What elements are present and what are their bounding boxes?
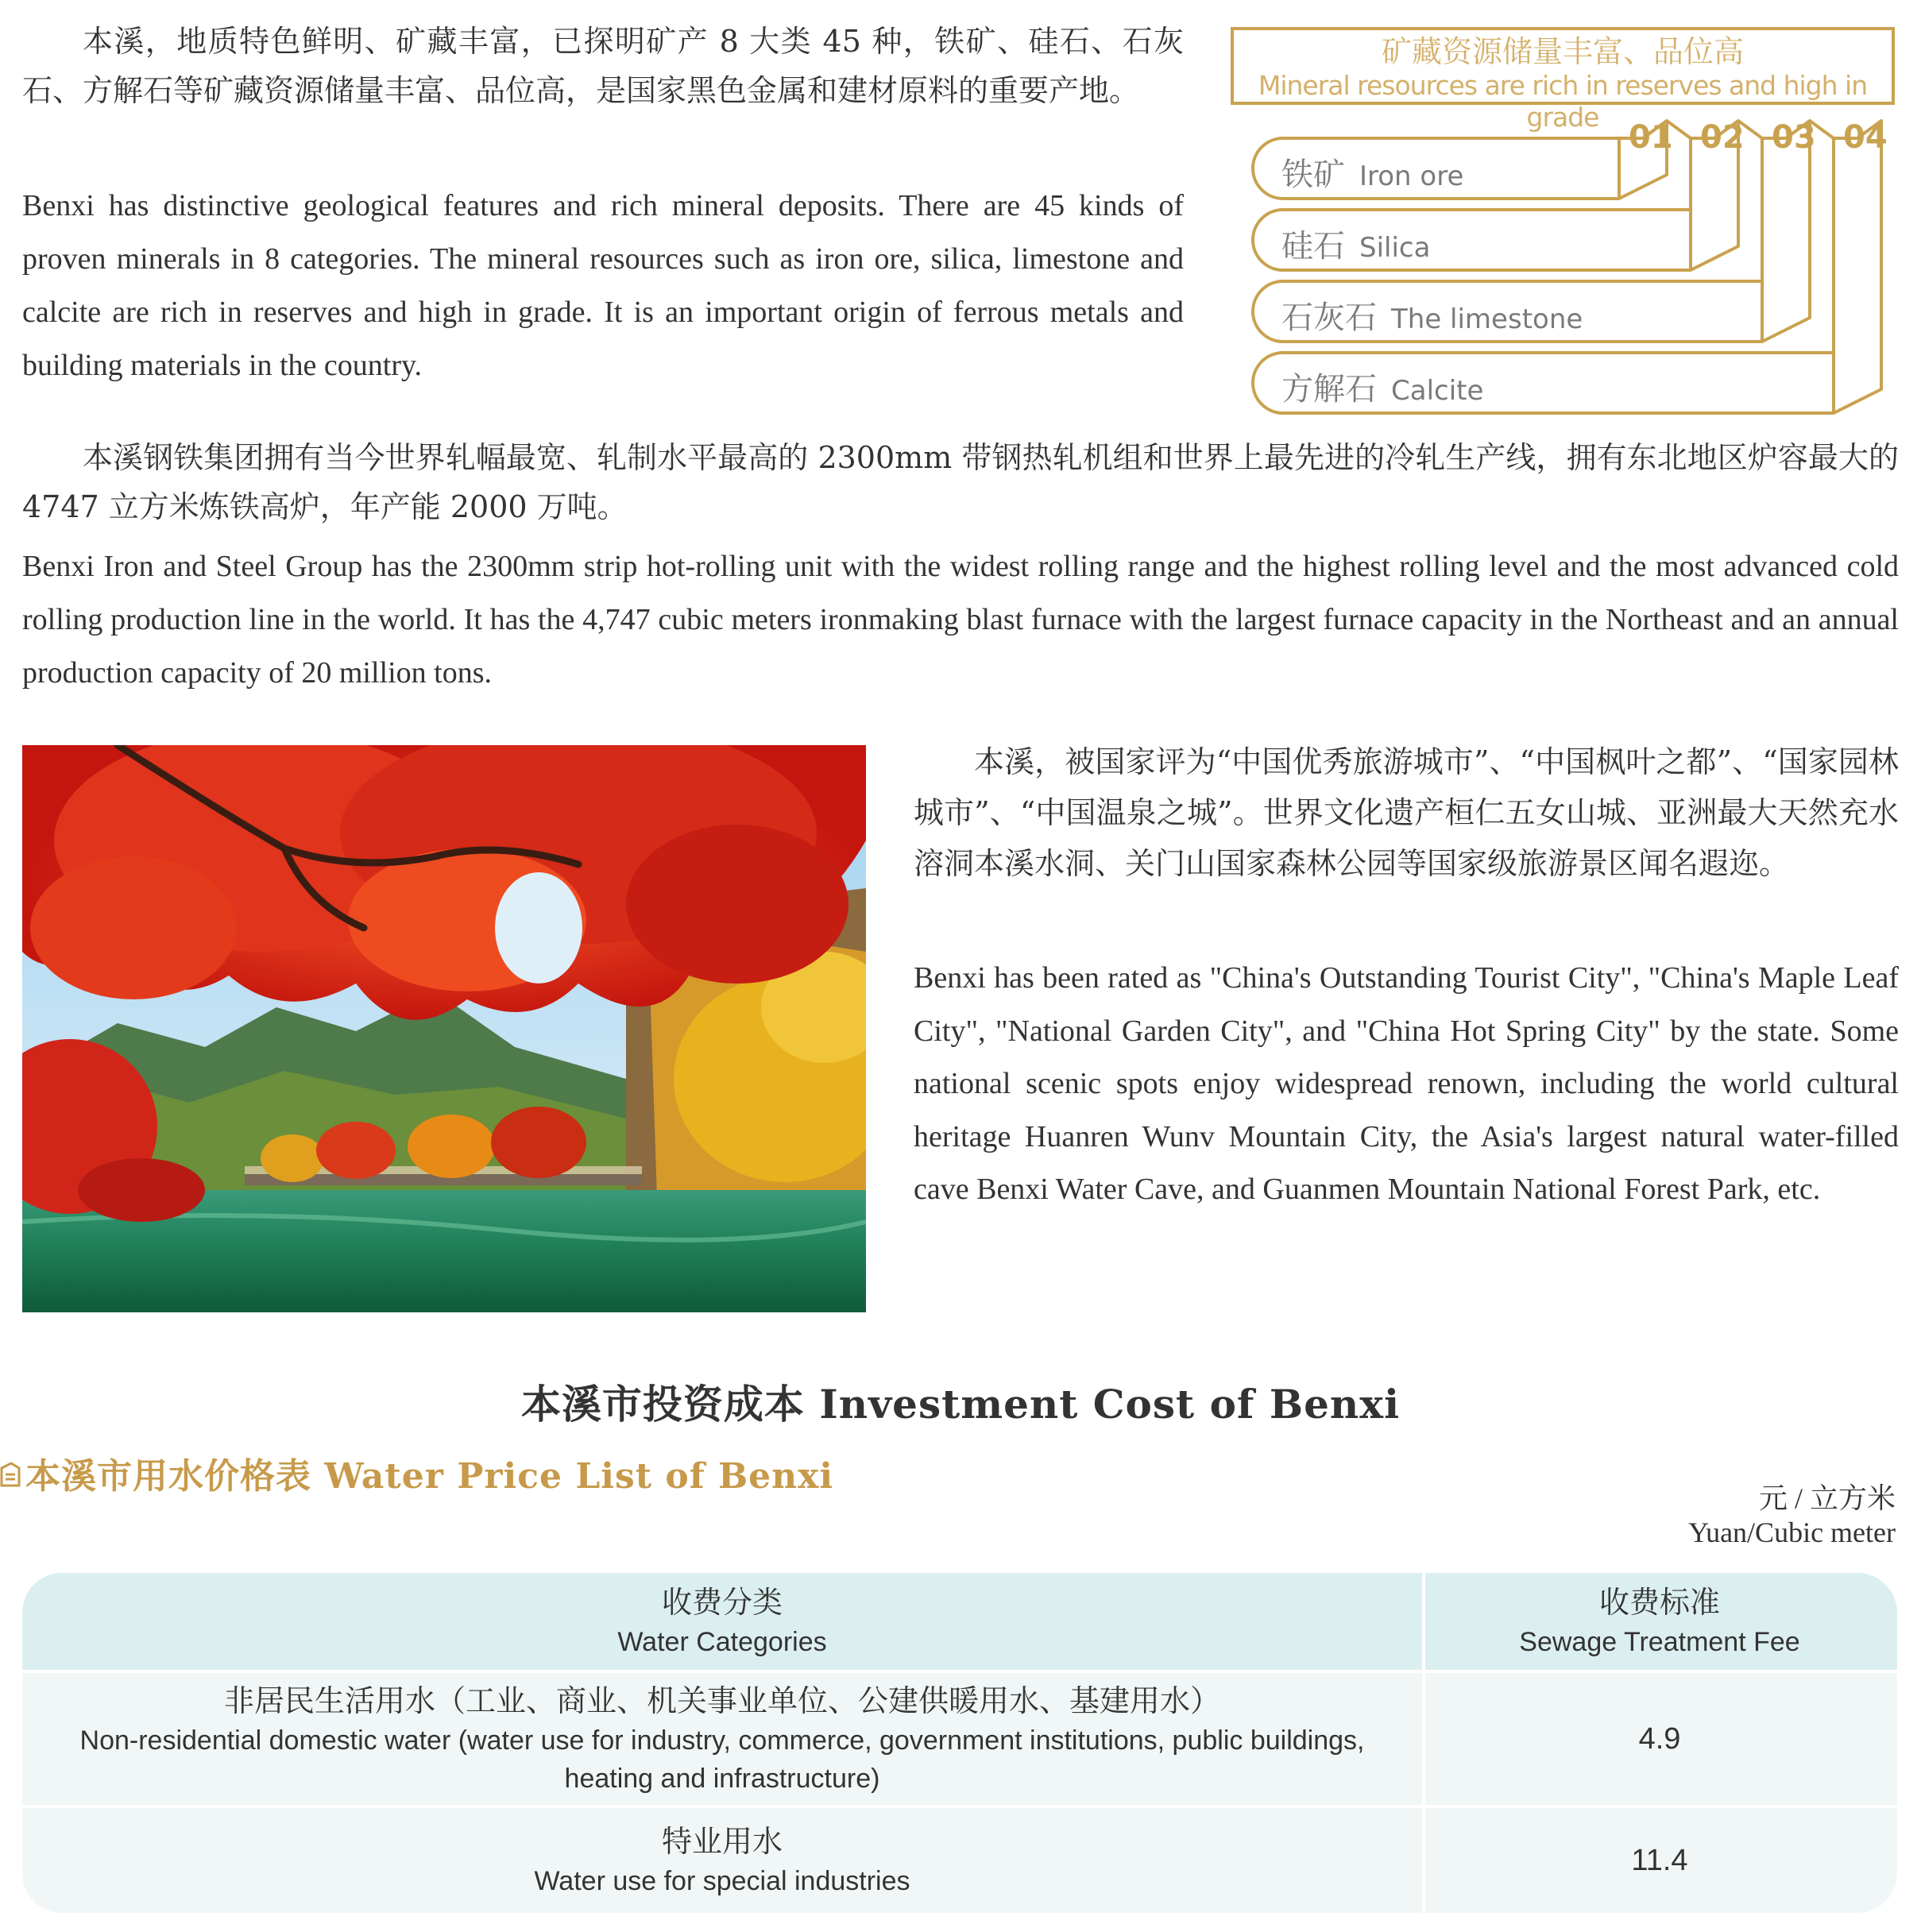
tourism-text-en: Benxi has been rated as "China's Outstanding Tourist City", "China's Maple Leaf City", "National Garden City", and "China Hot Spring City" by the state. Some national scenic spots enjoy widespread renown, including the world cultural heritage Huanren Wunv Mountain City, the Asia's largest natural water-filled cave Benxi Water Cave, and Guanmen Mountain National Forest Park, etc. xyxy=(914,961,1899,1206)
investment-cost-title: 本溪市投资成本 Investment Cost of Benxi xyxy=(520,1381,1401,1428)
header-sewage-fee xyxy=(1422,1573,1897,1670)
category-cell xyxy=(22,1673,1422,1805)
table-row xyxy=(22,1673,1897,1805)
header-en: Water Categories xyxy=(617,1627,827,1657)
mineral-resources-graphic xyxy=(1227,24,1903,437)
mineral-label-silica xyxy=(1281,221,1430,266)
column-divider xyxy=(1422,1573,1425,1913)
fee-cell xyxy=(1422,1808,1897,1913)
table-header-row xyxy=(22,1573,1897,1670)
category-cell xyxy=(22,1808,1422,1913)
header-en: Sewage Treatment Fee xyxy=(1519,1627,1800,1657)
mineral-number-1: 01 xyxy=(1629,119,1673,156)
unit-zh: 元 / 立方米 xyxy=(1758,1482,1896,1514)
mineral-number-3: 03 xyxy=(1772,119,1816,156)
tourism-text-zh: 本溪，被国家评为“中国优秀旅游城市”、“中国枫叶之都”、“国家园林城市”、“中国温泉之城”。世界文化遗产桓仁五女山城、亚洲最大天然充水溶洞本溪水洞、关门山国家森林公园等国家级旅游景区闻名遐迩。 xyxy=(914,744,1899,881)
unit-en: Yuan/Cubic meter xyxy=(1688,1517,1896,1548)
mineral-label-en: Calcite xyxy=(1391,375,1484,407)
mineral-label-zh: 方解石 xyxy=(1281,371,1377,408)
category-en: Non-residential domestic water (water use for industry, commerce, government institutions, public buildings, heating and infrastructure) xyxy=(79,1725,1365,1794)
water-price-subtitle: 本溪市用水价格表 Water Price List of Benxi xyxy=(25,1456,834,1497)
minerals-text-zh: 本溪，地质特色鲜明、矿藏丰富，已探明矿产 8 大类 45 种，铁矿、硅石、石灰石、方解石等矿藏资源储量丰富、品位高，是国家黑色金属和建材原料的重要产地。 xyxy=(22,24,1184,108)
table-row xyxy=(22,1808,1897,1913)
header-zh: 收费分类 xyxy=(661,1585,783,1620)
category-zh: 非居民生活用水（工业、商业、机关事业单位、公建供暖用水、基建用水） xyxy=(223,1683,1220,1718)
mineral-label-calcite xyxy=(1281,364,1483,409)
document-icon xyxy=(0,1460,21,1487)
category-zh: 特业用水 xyxy=(661,1824,783,1859)
steel-text-zh: 本溪钢铁集团拥有当今世界轧幅最宽、轧制水平最高的 2300mm 带钢热轧机组和世界上最先进的冷轧生产线，拥有东北地区炉容最大的 4747 立方米炼铁高炉，年产能 2000 万吨。 xyxy=(22,440,1899,524)
water-price-table xyxy=(22,1573,1897,1913)
mineral-label-limestone xyxy=(1281,292,1583,338)
fee-value: 11.4 xyxy=(1631,1843,1688,1877)
mineral-graphic-title-zh: 矿藏资源储量丰富、品位高 xyxy=(1381,34,1744,69)
mineral-label-en: The limestone xyxy=(1391,303,1583,335)
mineral-label-iron-ore xyxy=(1281,149,1463,195)
mineral-label-zh: 铁矿 xyxy=(1281,156,1345,193)
maple-lake-photo xyxy=(22,745,866,1312)
header-water-categories xyxy=(22,1573,1422,1670)
header-zh: 收费标准 xyxy=(1598,1585,1720,1620)
mineral-number-2: 02 xyxy=(1700,119,1745,156)
minerals-text-en: Benxi has distinctive geological features and rich mineral deposits. There are 45 kinds of proven minerals in 8 categories. The mineral resources such as iron ore, silica, limestone and calcite are rich in reserves and high in grade. It is an important origin of ferrous metals and building materials in the country. xyxy=(22,189,1184,382)
mineral-number-4: 04 xyxy=(1843,119,1888,156)
fee-value: 4.9 xyxy=(1638,1721,1681,1756)
mineral-label-en: Iron ore xyxy=(1359,160,1464,192)
mineral-label-zh: 石灰石 xyxy=(1281,299,1377,336)
mineral-label-en: Silica xyxy=(1359,232,1431,264)
fee-cell xyxy=(1422,1673,1897,1805)
steel-text-en: Benxi Iron and Steel Group has the 2300mm strip hot-rolling unit with the widest rolling range and the highest rolling level and the most advanced cold rolling production line in the world. It has the 4,747 cubic meters ironmaking blast furnace with the largest furnace capacity in the Northeast and an annual production capacity of 20 million tons. xyxy=(22,550,1899,690)
mineral-graphic-title-en: Mineral resources are rich in reserves and high in grade xyxy=(1258,70,1868,133)
category-en: Water use for special industries xyxy=(534,1866,910,1896)
mineral-label-zh: 硅石 xyxy=(1281,228,1345,265)
